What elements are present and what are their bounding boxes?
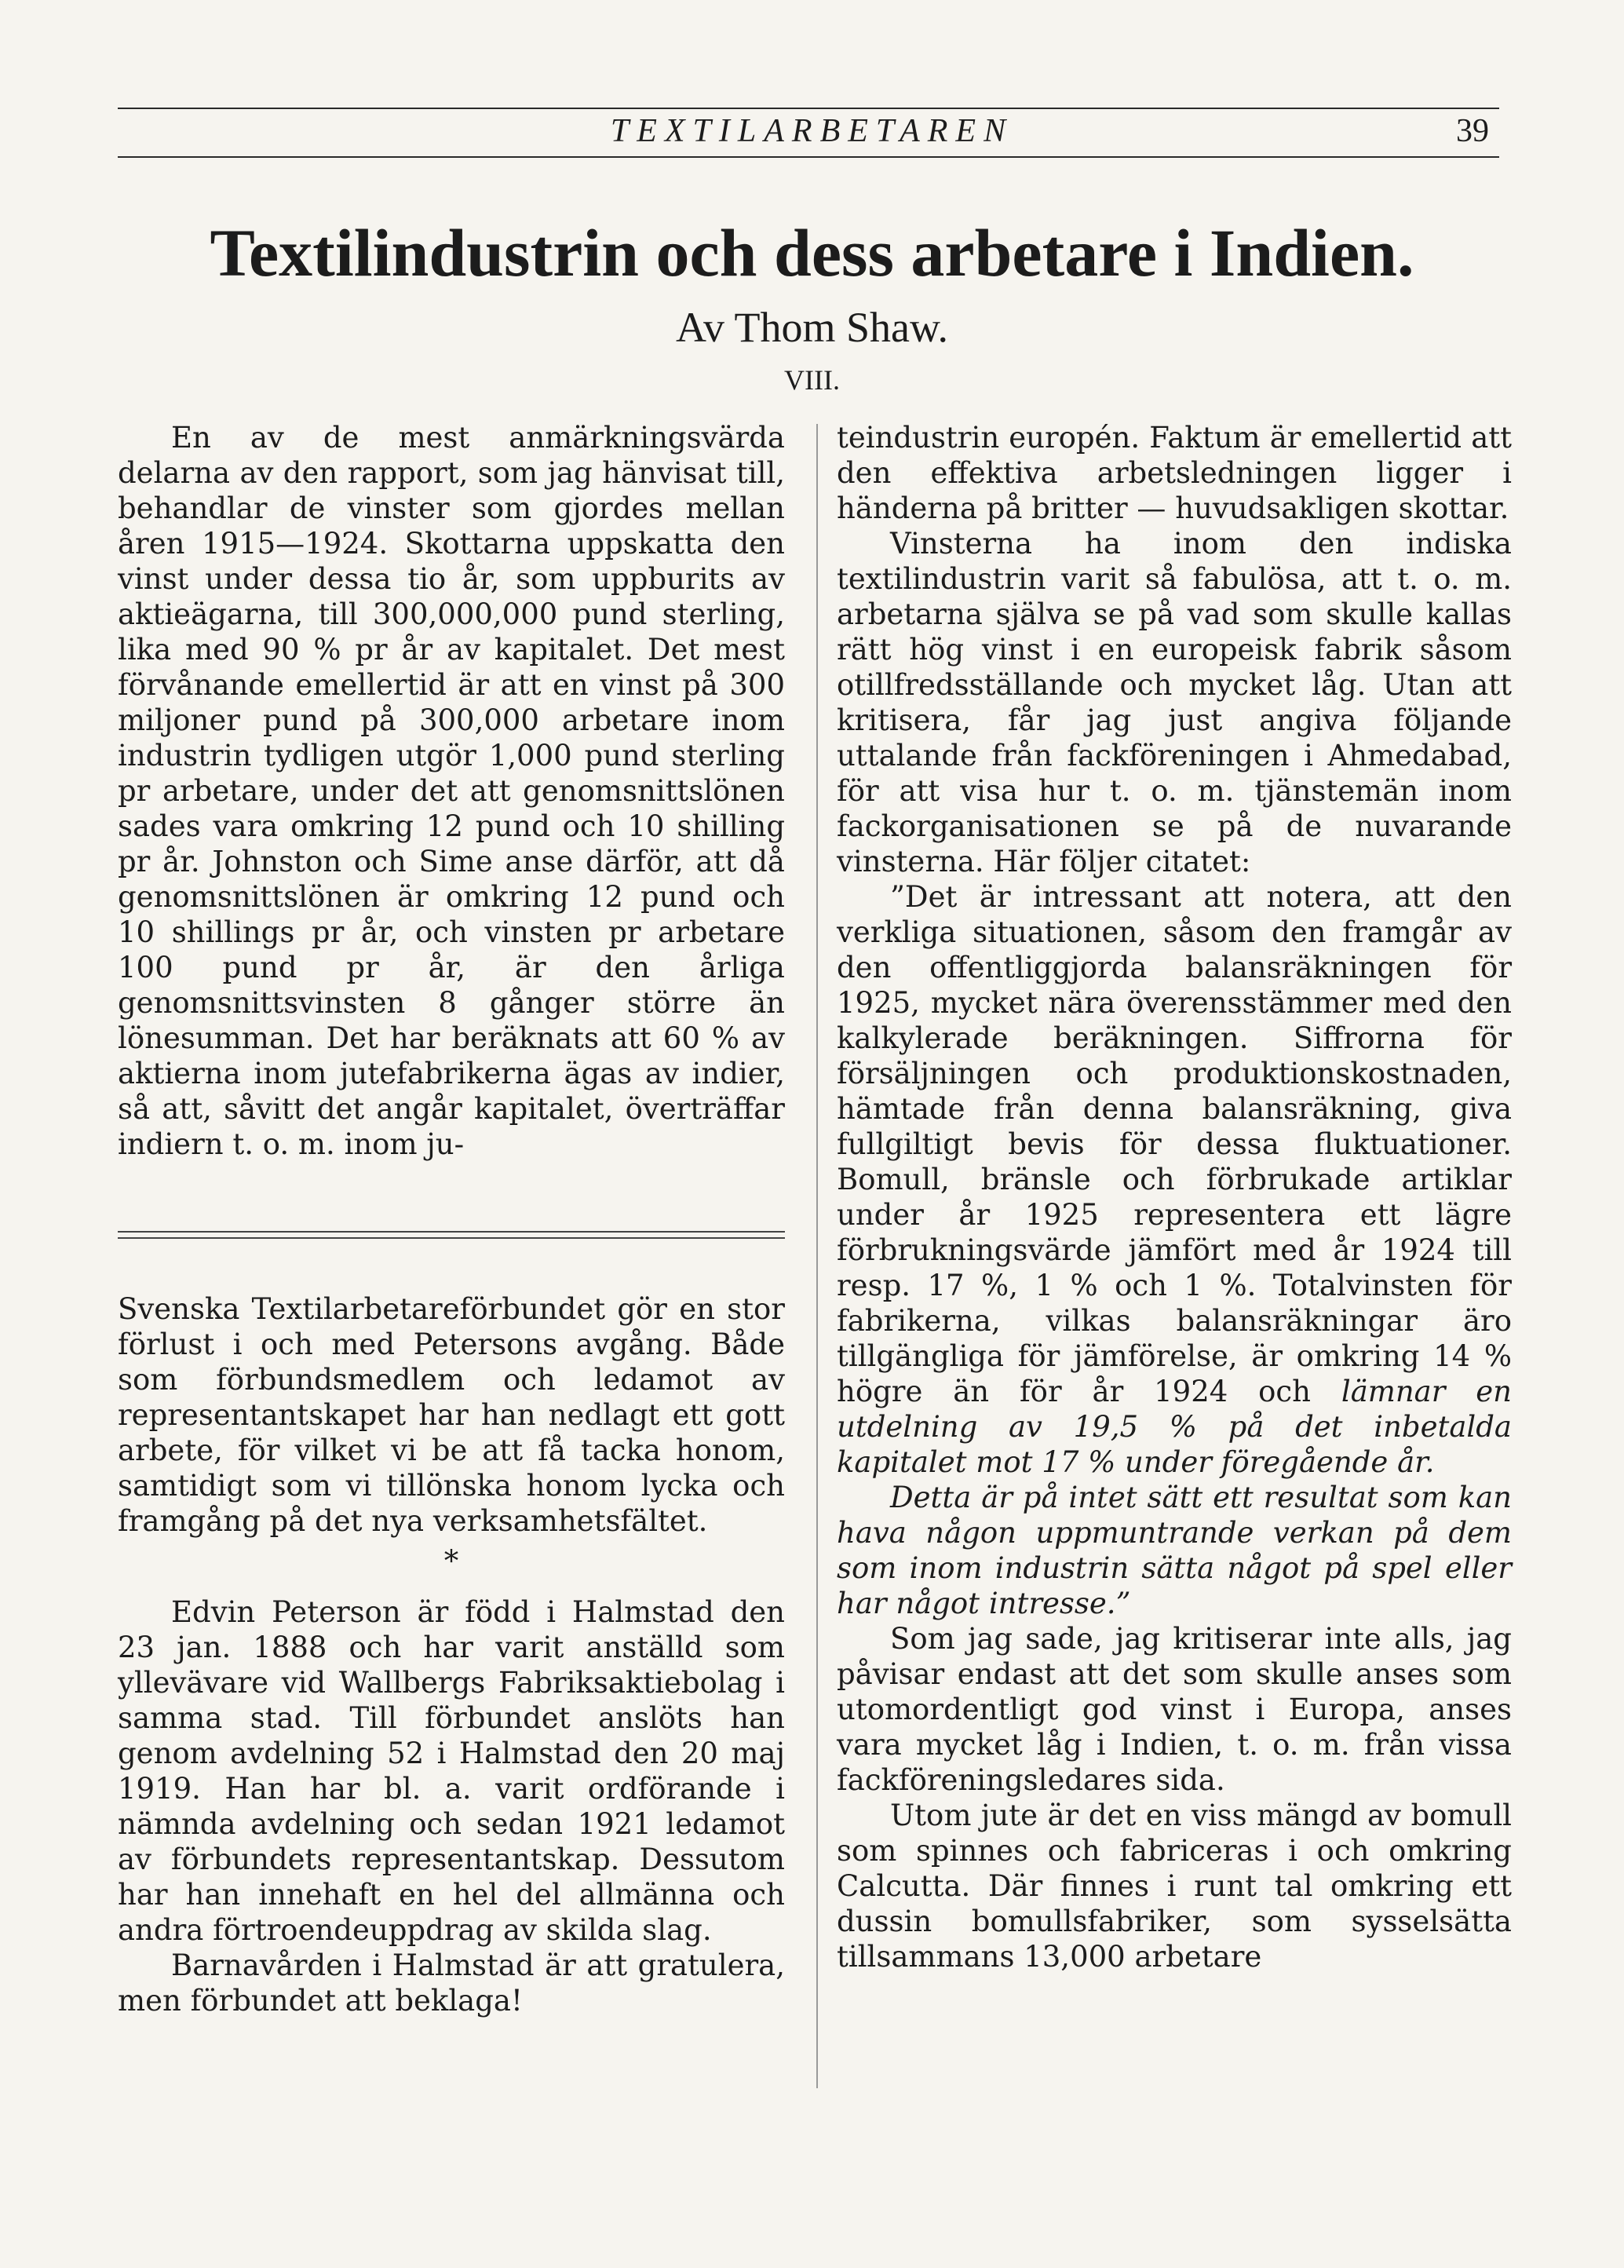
separator-asterisk: * (443, 1544, 459, 1578)
article-part-number: VIII. (784, 364, 840, 396)
paragraph: Vinsterna ha inom den indiska textilindustrin varit så fabulösa, att t. o. m. arbetarna själva se på vad som skulle kallas rätt hög vinst i en europeisk fabrik såsom otillfredsställande och mycket låg. Utan att kritisera, får jag just angiva följande uttalande från fackföreningen i Ahmedabad, för att visa hur t. o. m. tjänstemän inom fackorganisationen se på de nuvarande vinsterna. Här följer citatet: (837, 527, 1512, 878)
article-byline: Av Thom Shaw. (676, 304, 948, 351)
paragraph (837, 1480, 1512, 1621)
header-rule-top (118, 108, 1499, 109)
column-divider (816, 424, 818, 2088)
quote-emphasis: lämnar en utdelning av 19,5 % på det inbetalda kapitalet mot 17 % under föregående år. (837, 1375, 1513, 1479)
quote-text: ”Det är intressant att notera, att den verkliga situationen, såsom den framgår av den offentliggjorda balansräkningen för 1925, mycket nära överensstämmer med den kalkylerade beräkningen. Siffrorna för försäljningen och produktionskostnaden, hämtade från denna balansräkning, giva fullgiltigt bevis för dessa fluktuationer. Bomull, bränsle och förbrukade artiklar under år 1925 representera ett lägre förbrukningsvärde jämfört med år 1924 till resp. 17 %, 1 % och 1 %. Totalvinsten för fabrikerna, vilkas balansräkningar äro tillgängliga för jämförelse, är omkring 14 % högre än för år 1924 och (837, 880, 1512, 1408)
paragraph: Edvin Peterson är född i Halmstad den 23 jan. 1888 och har varit anställd som yllevävare vid Wallbergs Fabriksaktiebolag i samma stad. Till förbundet anslöts han genom avdelning 52 i Halmstad den 20 maj 1919. Han har bl. a. varit ordförande i nämnda avdelning och sedan 1921 ledamot av förbundets representantskap. Dessutom har han innehaft en hel del allmänna och andra förtroendeuppdrag av skilda slag. (118, 1595, 785, 1947)
paragraph: Svenska Textilarbetareförbundet gör en stor förlust i och med Petersons avgång. Både som förbundsmedlem och ledamot av representantskapet har han nedlagt ett gott arbete, för vilket vi be att få tacka honom, samtidigt som vi tillönska honom lycka och framgång på det nya verksamhetsfältet. (118, 1292, 785, 1538)
article-column-right (837, 420, 1512, 1974)
paragraph: En av de mest anmärkningsvärda delarna av den rapport, som jag hänvisat till, behandlar de vinster som gjordes mellan åren 1915—1924. Skottarna uppskatta den vinst under dessa tio år, som uppburits av aktieägarna, till 300,000,000 pund sterling, lika med 90 % pr år av kapitalet. Det mest förvånande emellertid är att en vinst på 300 miljoner pund på 300,000 arbetare inom industrin tydligen utgör 1,000 pund sterling pr arbetare, under det att genomsnittslönen sades vara omkring 12 pund och 10 shilling pr år. Johnston och Sime anse därför, att då genomsnittslönen är omkring 12 pund och 10 shillings pr år, och vinsten pr arbetare 100 pund pr år, är den årliga genomsnittsvinsten 8 gånger större än lönesumman. Det har beräknats att 60 % av aktierna inom jutefabrikerna ägas av indier, så att, såvitt det angår kapitalet, överträffar indiern t. o. m. inom ju- (118, 421, 785, 1161)
article-title: Textilindustrin och dess arbetare i Indien. (210, 215, 1414, 290)
quote-emphasis: Detta är på intet sätt ett resultat som kan hava någon uppmuntrande verkan på dem som inom industrin sätta något på spel eller har något intresse.” (837, 1481, 1512, 1620)
header-rule-bottom (118, 156, 1499, 158)
running-head: TEXTILARBETAREN (610, 113, 1014, 149)
paragraph: Utom jute är det en viss mängd av bomull som spinnes och fabriceras i och omkring Calcutta. Där finnes i runt tal omkring ett dussin bomullsfabriker, som sysselsätta tillsammans 13,000 arbetare (837, 1799, 1512, 1974)
paragraph: Barnavården i Halmstad är att gratulera, men förbundet att beklaga! (118, 1948, 785, 2018)
article-column-left (118, 420, 785, 1162)
page-number: 39 (1456, 113, 1489, 149)
notice-column (118, 1291, 785, 2018)
paragraph: teindustrin europén. Faktum är emellertid att den effektiva arbetsledningen ligger i händerna på britter — huvudsakligen skottar. (837, 421, 1512, 525)
section-divider (118, 1231, 785, 1244)
paragraph (837, 879, 1512, 1480)
paragraph: Som jag sade, jag kritiserar inte alls, jag påvisar endast att det som skulle anses som utomordentligt god vinst i Europa, anses vara mycket låg i Indien, t. o. m. från vissa fackföreningsledares sida. (837, 1622, 1512, 1797)
